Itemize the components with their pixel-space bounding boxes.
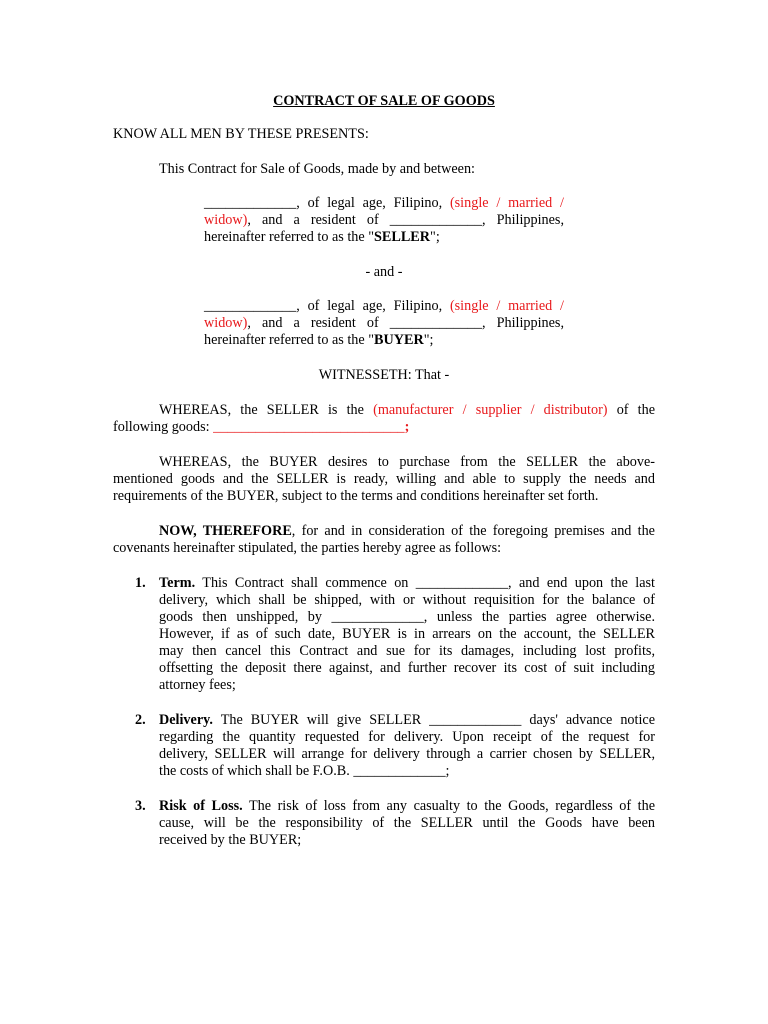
item-3-line-1: Risk of Loss. The risk of loss from any casualty to the Goods, regardless of the (159, 798, 655, 814)
item-1-line-7: attorney fees; (159, 677, 236, 693)
whereas-2-line-1: WHEREAS, the BUYER desires to purchase from the SELLER the above- (159, 454, 655, 470)
item-2-line-4: the costs of which shall be F.O.B. _____________; (159, 763, 450, 779)
seller-name-blank: _____________ (204, 195, 297, 211)
item-2-line-1: Delivery. The BUYER will give SELLER _____________ days' advance notice (159, 712, 655, 728)
know-all-line: KNOW ALL MEN BY THESE PRESENTS: (113, 126, 369, 142)
buyer-line-1: _____________, of legal age, Filipino, (single / married / (204, 298, 564, 314)
item-1-number: 1. (135, 575, 146, 591)
seller-line-2: widow), and a resident of _____________, Philippines, (204, 212, 564, 228)
seller-line-3: hereinafter referred to as the "SELLER"; (204, 229, 440, 245)
buyer-line-3: hereinafter referred to as the "BUYER"; (204, 332, 434, 348)
document-title: CONTRACT OF SALE OF GOODS (273, 93, 495, 109)
item-2-heading: Delivery. (159, 712, 213, 728)
buyer-civil-status: (single / married / (449, 298, 564, 314)
item-1-line-1: Term. This Contract shall commence on _____________, and end upon the last (159, 575, 655, 591)
item-1-line-6: offsetting the deposit there against, and further recover its cost of suit including (159, 660, 655, 676)
whereas-2-line-3: requirements of the BUYER, subject to the terms and conditions hereinafter set forth. (113, 488, 599, 504)
and-separator: - and - (365, 264, 403, 280)
buyer-name-blank: _____________ (204, 298, 297, 314)
whereas-1-line-1: WHEREAS, the SELLER is the (manufacturer / supplier / distributor) of the (159, 402, 656, 418)
item-2-line-3: delivery, SELLER will arrange for delivery through a carrier chosen by SELLER, (159, 746, 655, 762)
buyer-line-2: widow), and a resident of _____________, Philippines, (204, 315, 564, 331)
whereas-1-line-2: following goods: ___________________________; (113, 419, 410, 435)
seller-civil-status: (single / married / (449, 195, 564, 211)
now-therefore-line-1: NOW, THEREFORE, for and in consideration of the foregoing premises and the (159, 523, 655, 539)
item-3-heading: Risk of Loss. (159, 798, 243, 814)
intro-line: This Contract for Sale of Goods, made by and between: (159, 161, 475, 177)
item-2-number: 2. (135, 712, 146, 728)
item-1-line-4: However, if as of such date, BUYER is in arrears on the account, the SELLER (159, 626, 655, 642)
item-3-line-2: cause, will be the responsibility of the SELLER until the Goods have been (159, 815, 655, 831)
item-3-number: 3. (135, 798, 146, 814)
goods-blank: ___________________________ (213, 419, 405, 435)
item-2-line-2: regarding the quantity requested for delivery. Upon receipt of the request for (159, 729, 655, 745)
item-1-line-3: goods then unshipped, by _____________, unless the parties agree otherwise. (159, 609, 655, 625)
buyer-label: BUYER (374, 332, 424, 348)
seller-line-1: _____________, of legal age, Filipino, (single / married / (204, 195, 564, 211)
seller-label: SELLER (374, 229, 431, 245)
item-1-heading: Term. (159, 575, 196, 591)
item-3-line-3: received by the BUYER; (159, 832, 302, 848)
seller-residence-blank: _____________ (389, 212, 482, 228)
witnesseth-heading: WITNESSETH: That - (318, 367, 450, 383)
item-1-line-5: may then cancel this Contract and sue for its damages, including lost profits, (159, 643, 655, 659)
whereas-2-line-2: mentioned goods and the SELLER is ready, willing and able to supply the needs and (113, 471, 655, 487)
item-1-line-2: delivery, which shall be shipped, with or without requisition for the balance of (159, 592, 655, 608)
seller-role-options: (manufacturer / supplier / distributor) (373, 402, 608, 418)
now-therefore-line-2: covenants hereinafter stipulated, the parties hereby agree as follows: (113, 540, 502, 556)
buyer-residence-blank: _____________ (389, 315, 482, 331)
